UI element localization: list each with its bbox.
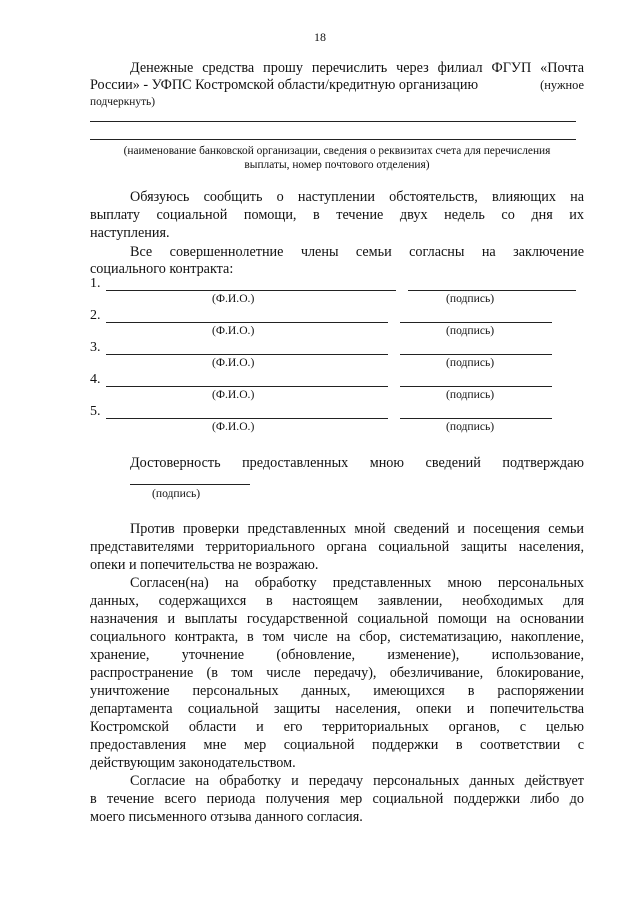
personal-data-line-9: Костромской области и его территориальных органов, с целью (90, 719, 584, 735)
personal-data-line-4: социального контракта, в том числе на сбор, систематизацию, накопление, (90, 629, 584, 645)
signature-caption: (подпись) (446, 324, 495, 337)
family-row-number: 1. (90, 276, 101, 291)
personal-data-line-10: предоставления мне мер социальной поддержки в соответствии с (90, 737, 584, 753)
family-name-line[interactable] (106, 418, 388, 419)
obligation-line-3: наступления. (90, 225, 170, 241)
family-consent-line-2: социального контракта: (90, 261, 234, 277)
signature-caption: (подпись) (446, 356, 495, 369)
consent-period-line-3: моего письменного отзыва данного согласия. (90, 809, 363, 825)
family-signature-line[interactable] (400, 322, 552, 323)
personal-data-line-6: распространение (в том числе передачу), обезличивание, блокирование, (90, 665, 584, 681)
bank-details-line-2[interactable] (90, 139, 576, 140)
accuracy-signature-caption: (подпись) (152, 487, 201, 500)
family-name-line[interactable] (106, 322, 388, 323)
family-name-line[interactable] (106, 386, 388, 387)
inspection-line-1: Против проверки представленных мной сведений и посещения семьи (130, 521, 584, 537)
accuracy-signature-line[interactable] (130, 484, 250, 485)
family-row-number: 4. (90, 372, 101, 387)
obligation-line-2: выплату социальной помощи, в течение двух недель со дня их (90, 207, 584, 223)
consent-period-line-1: Согласие на обработку и передачу персональных данных действует (130, 773, 584, 789)
personal-data-line-5: хранение, уточнение (обновление, изменение), использование, (90, 647, 584, 663)
funds-line-3: подчеркнуть) (90, 96, 156, 108)
family-row-number: 3. (90, 340, 101, 355)
personal-data-line-3: назначения и выплаты государственной социальной помощи на основании (90, 611, 584, 627)
personal-data-line-2: данных, содержащихся в настоящем заявлении, необходимых для (90, 593, 584, 609)
funds-line-2-text: России» - УФПС Костромской области/кредитную организацию (90, 77, 479, 93)
inspection-line-3: опеки и попечительства не возражаю. (90, 557, 319, 573)
family-name-line[interactable] (106, 354, 388, 355)
family-name-line[interactable] (106, 290, 396, 291)
fio-caption: (Ф.И.О.) (212, 324, 255, 337)
fio-caption: (Ф.И.О.) (212, 420, 255, 433)
inspection-line-2: представителями территориального органа социальной защиты населения, (90, 539, 584, 555)
signature-caption: (подпись) (446, 420, 495, 433)
personal-data-line-8: департамента социальной защиты населения, опеки и попечительства (90, 701, 584, 717)
funds-line-2 (90, 76, 584, 94)
bank-details-line-1[interactable] (90, 121, 576, 122)
obligation-line-1: Обязуюсь сообщить о наступлении обстоятельств, влияющих на (130, 189, 584, 205)
fio-caption: (Ф.И.О.) (212, 356, 255, 369)
personal-data-line-11: действующим законодательством. (90, 755, 296, 771)
family-signature-line[interactable] (400, 354, 552, 355)
signature-caption: (подпись) (446, 388, 495, 401)
family-signature-line[interactable] (400, 418, 552, 419)
personal-data-line-7: уничтожение персональных данных, имеющихся в распоряжении (90, 683, 584, 699)
consent-period-line-2: в течение всего периода получения мер социальной поддержки либо до (90, 791, 584, 807)
page-number: 18 (314, 30, 326, 44)
fio-caption: (Ф.И.О.) (212, 388, 255, 401)
fio-caption: (Ф.И.О.) (212, 292, 255, 305)
personal-data-line-1: Согласен(на) на обработку представленных мною персональных (130, 575, 584, 591)
family-row-number: 5. (90, 404, 101, 419)
bank-caption-line-1: (наименование банковской организации, сведения о реквизитах счета для перечисления (123, 145, 551, 157)
funds-line-1: Денежные средства прошу перечислить через филиал ФГУП «Почта (130, 60, 584, 76)
funds-line-2-hint: (нужное (540, 78, 584, 92)
bank-caption-line-2: выплаты, номер почтового отделения) (244, 159, 430, 171)
signature-caption: (подпись) (446, 292, 495, 305)
family-row-number: 2. (90, 308, 101, 323)
family-signature-line[interactable] (400, 386, 552, 387)
family-consent-line-1: Все совершеннолетние члены семьи согласны на заключение (130, 244, 584, 260)
family-signature-line[interactable] (408, 290, 576, 291)
accuracy-statement: Достоверность предоставленных мною сведений подтверждаю (130, 455, 584, 471)
